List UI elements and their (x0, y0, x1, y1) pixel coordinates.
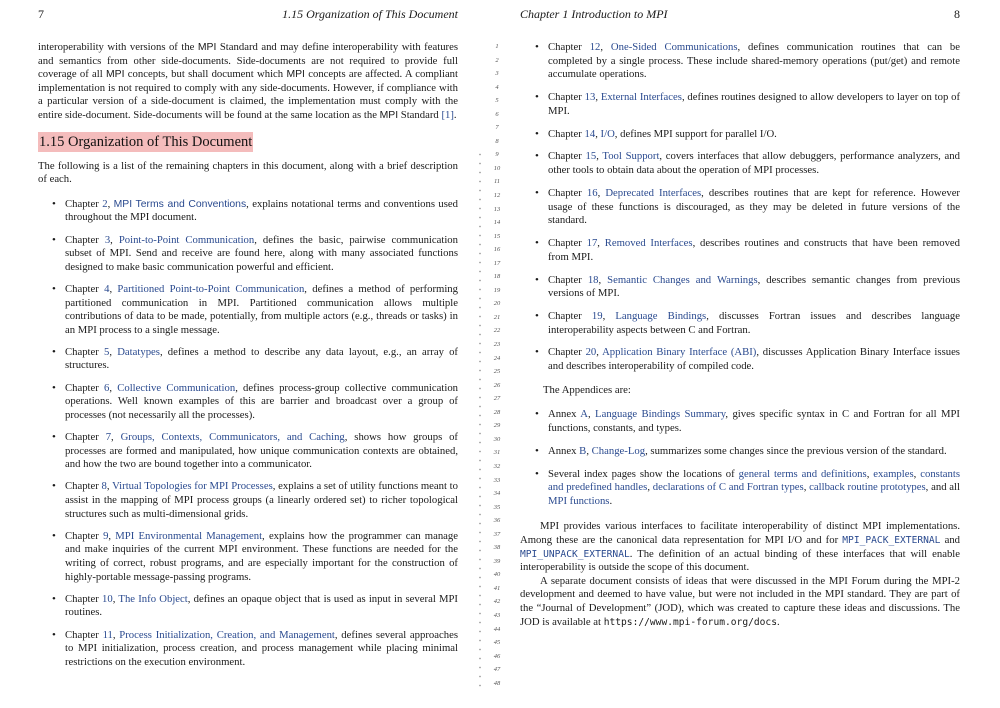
chapter-title-link[interactable]: Process Initialization, Creation, and Management (119, 628, 335, 641)
chapter-title-link[interactable]: Groups, Contexts, Communicators, and Caching (120, 431, 345, 444)
list-item: • Chapter 13, External Interfaces, defines routines designed to allow developers to layer on top of MPI. (520, 91, 960, 118)
appendices-intro: The Appendices are: (543, 383, 631, 396)
annex-title-link[interactable]: Change-Log (591, 444, 646, 457)
intro-paragraph: interoperability with versions of the MPI Standard and may define interoperability with features and semantics from other side-documents. Side-documents are not required to provide full coverage of all MPI concepts, but shall document which MPI concepts are affected. A compliant implementation is not required to comply with any side-documents. However, if compliance with a particular version of a side-document is claimed, the implementation must comply with the entire side-document. Side-documents will be found at the same location as the MPI Standard [1]. (38, 41, 458, 121)
list-item: • Chapter 18, Semantic Changes and Warnings, describes semantic changes from previous versions of MPI. (520, 274, 960, 301)
index-link-constants[interactable]: constants and predefined handles (548, 467, 961, 494)
chapter-link[interactable]: 7 (105, 431, 112, 444)
left-page (38, 0, 458, 708)
chapter-link[interactable]: 8 (101, 480, 107, 493)
right-running-header (520, 7, 960, 23)
list-item: • Chapter 14, I/O, defines MPI support for parallel I/O. (520, 128, 960, 142)
right-page (520, 0, 960, 708)
list-item: • Chapter 16, Deprecated Interfaces, describes routines that are kept for reference. However usage of these functions is discouraged, as they may be deleted in future versions of the standard. (520, 187, 960, 228)
list-item: • Chapter 10, The Info Object, defines an opaque object that is used as input in several MPI routines. (38, 593, 458, 620)
chapter-title-link[interactable]: Point-to-Point Communication (118, 233, 255, 246)
left-running-header (38, 7, 458, 23)
list-item: • Chapter 17, Removed Interfaces, describes routines and constructs that have been removed from MPI. (520, 237, 960, 264)
chapter-link[interactable]: 5 (104, 345, 110, 358)
index-link-callbacks[interactable]: callback routine prototypes (809, 481, 926, 494)
list-item: • Chapter 4, Partitioned Point-to-Point Communication, defines a method of performing partitioned communication in MPI. Partitioned communication allows multiple contributions of data to be made, potentially, from multiple actors (e.g., threads or tasks) in an MPI process to a single message. (38, 283, 458, 337)
chapter-link[interactable]: 19 (591, 309, 603, 322)
chapter-link[interactable]: 4 (104, 282, 110, 295)
jod-paragraph: A separate document consists of ideas that were discussed in the MPI Forum during the MPI-2 development and deemed to have value, but were not included in the MPI standard. They are part of the “Journal of Development” (JOD), which was created to capture these ideas and discussions. The JOD is available at https://www.mpi-forum.org/docs. (520, 574, 960, 628)
chapter-title-link[interactable]: Tool Support (602, 150, 660, 163)
list-item: • Chapter 6, Collective Communication, defines process-group collective communication operations. Well known examples of this are barrier and broadcast over a group of processes (not necessarily all the processes). (38, 382, 458, 423)
chapter-title-link[interactable]: Application Binary Interface (ABI) (602, 346, 757, 359)
chapter-link[interactable]: 20 (585, 346, 597, 359)
index-link-examples[interactable]: examples (873, 467, 914, 480)
annex-link[interactable]: B (579, 444, 587, 457)
list-item: • Chapter 19, Language Bindings, discusses Fortran issues and describes language interoperability aspects between C and Fortran. (520, 310, 960, 337)
list-item: • Annex B, Change-Log, summarizes some changes since the previous version of the standard. (520, 445, 960, 459)
chapter-title-link[interactable]: Partitioned Point-to-Point Communication (117, 282, 305, 295)
index-link-terms[interactable]: general terms and definitions (738, 467, 867, 480)
left-running-title: 1.15 Organization of This Document (282, 7, 458, 21)
chapter-link[interactable]: 17 (586, 237, 598, 250)
right-running-title: Chapter 1 Introduction to MPI (520, 7, 668, 21)
code-unpack-external[interactable]: MPI_UNPACK_EXTERNAL (520, 548, 630, 560)
chapter-link[interactable]: 13 (584, 91, 596, 104)
chapter-title-link[interactable]: One-Sided Communications (610, 41, 738, 53)
left-body (38, 41, 458, 678)
chapter-link[interactable]: 14 (584, 127, 596, 140)
annex-list (520, 408, 960, 508)
left-page-number: 7 (38, 7, 44, 21)
list-item: • Chapter 8, Virtual Topologies for MPI Processes, explains a set of utility functions meant to assist in the mapping of MPI process groups (a linearly ordered set) to richer topological structures such as multi-dimensional grids. (38, 480, 458, 521)
list-item: • Chapter 9, MPI Environmental Management, explains how the programmer can manage and make inquiries of the current MPI environment. These functions are needed for the writing of correct, robust programs, and are especially important for the construction of highly-portable message-passing programs. (38, 530, 458, 584)
right-page-number: 8 (954, 7, 960, 21)
chapter-link[interactable]: 18 (587, 273, 599, 286)
chapter-link[interactable]: 2 (102, 197, 108, 210)
chapter-list-right (520, 41, 960, 374)
chapter-link[interactable]: 3 (104, 233, 111, 246)
citation-link[interactable]: [1] (441, 108, 454, 121)
section-heading: 1.15 Organization of This Document (39, 133, 253, 150)
chapter-link[interactable]: 12 (589, 41, 601, 53)
list-item: • Chapter 15, Tool Support, covers interfaces that allow debuggers, performance analyzers, and other tools to obtain data about the operation of MPI processes. (520, 150, 960, 177)
chapter-title-link[interactable]: I/O (600, 127, 615, 140)
code-pack-external[interactable]: MPI_PACK_EXTERNAL (842, 535, 941, 546)
chapter-title-link[interactable]: Deprecated Interfaces (605, 186, 702, 199)
chapter-list-left (38, 198, 458, 670)
list-item: • Chapter 12, One-Sided Communications, defines communication routines that can be completed by a single process. These include shared-memory operations (put/get) and remote accumulate operations. (520, 41, 960, 82)
chapter-title-link[interactable]: Virtual Topologies for MPI Processes (112, 480, 273, 493)
list-item: • Chapter 11, Process Initialization, Creation, and Management, defines several approaches to MPI initialization, process creation, and process management while placing minimal restrictions on the execution environment. (38, 629, 458, 670)
chapter-title-link[interactable]: The Info Object (118, 592, 188, 605)
chapter-link[interactable]: 11 (102, 628, 113, 641)
list-item: • Chapter 7, Groups, Contexts, Communicators, and Caching, shows how groups of processes are formed and manipulated, how unique communication contexts are obtained, and how the two are bound together into a communicator. (38, 431, 458, 472)
index-link-declarations[interactable]: declarations of C and Fortran types (652, 481, 804, 494)
jod-url-link[interactable]: https://www.mpi-forum.org/docs (603, 616, 777, 628)
list-item: • Chapter 2, MPI Terms and Conventions, explains notational terms and conventions used throughout the MPI document. (38, 198, 458, 225)
chapter-title-link[interactable]: Collective Communication (117, 381, 236, 394)
chapter-link[interactable]: 16 (586, 186, 598, 199)
list-item: • Chapter 3, Point-to-Point Communication, defines the basic, pairwise communication subset of MPI. Send and receive are found here, along with many associated functions designed to make basic communication powerful and efficient. (38, 234, 458, 275)
chapter-link[interactable]: 6 (104, 381, 110, 394)
chapter-title-link[interactable]: MPI Terms and Conventions (113, 198, 247, 210)
list-item: • Chapter 5, Datatypes, defines a method to describe any data layout, e.g., an array of structures. (38, 346, 458, 373)
chapter-link[interactable]: 15 (585, 150, 597, 163)
chapter-title-link[interactable]: Removed Interfaces (604, 237, 693, 250)
chapter-title-link[interactable]: External Interfaces (600, 91, 682, 104)
section-intro: The following is a list of the remaining chapters in this document, along with a brief description of each. (38, 159, 458, 186)
index-list-item: • Several index pages show the locations of general terms and definitions, examples, constants and predefined handles, declarations of C and Fortran types, callback routine prototypes, and all MPI functions. (520, 468, 960, 509)
chapter-title-link[interactable]: MPI Environmental Management (115, 529, 263, 542)
list-item: • Annex A, Language Bindings Summary, gives specific syntax in C and Fortran for all MPI functions, constants, and types. (520, 408, 960, 435)
chapter-title-link[interactable]: Semantic Changes and Warnings (607, 273, 758, 286)
annex-link[interactable]: A (580, 408, 588, 421)
gutter-dots (478, 150, 482, 690)
chapter-title-link[interactable]: Datatypes (117, 345, 160, 358)
chapter-link[interactable]: 10 (102, 592, 113, 605)
right-body (520, 41, 960, 629)
line-numbers: 1 2 3 4 5 6 7 8 9 10 11 12 13 14 15 16 17 18 19 20 21 22 23 24 25 26 27 28 29 30 31 32 33 34 35 36 37 38 39 40 41 42 43 44 45 46 47 48 (493, 43, 501, 687)
index-link-functions[interactable]: MPI functions (548, 494, 610, 507)
chapter-title-link[interactable]: Language Bindings (615, 309, 707, 322)
chapter-link[interactable]: 9 (103, 529, 109, 542)
list-item: • Chapter 20, Application Binary Interface (ABI), discusses Application Binary Interface issues and describes interoperability of compiled code. (520, 346, 960, 373)
interop-paragraph: MPI provides various interfaces to facilitate interoperability of distinct MPI implementations. Among these are the canonical data representation for MPI I/O and for MPI_PACK_EXTERNAL and MPI_UNPACK_EXTERNAL. The definition of an actual binding of these interfaces that will enable interoperability is outside the scope of this document. (520, 520, 961, 574)
annex-title-link[interactable]: Language Bindings Summary (595, 408, 726, 421)
